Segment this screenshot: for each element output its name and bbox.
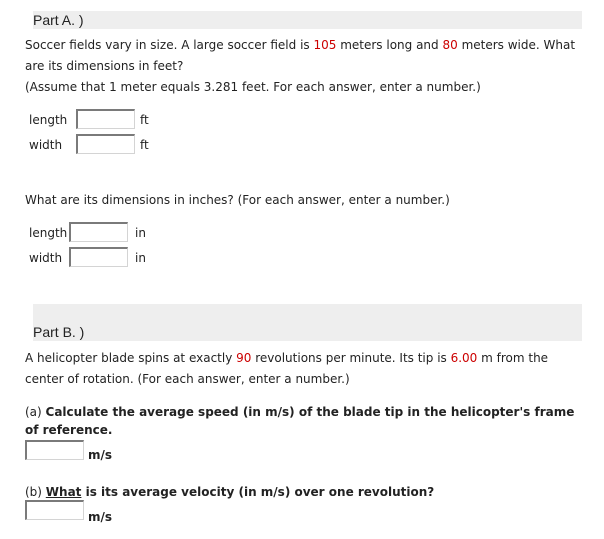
inches-length-input[interactable] xyxy=(69,222,128,242)
inches-width-input[interactable] xyxy=(69,247,128,267)
inches-width-row xyxy=(29,247,159,269)
feet-length-input[interactable] xyxy=(76,109,135,129)
part-b-intro-text-2: revolutions per minute. Its tip is xyxy=(251,351,451,365)
part-a-header xyxy=(33,11,582,29)
question-b-what-link: What xyxy=(45,485,82,499)
average-velocity-input[interactable] xyxy=(25,500,84,520)
feet-length-unit: ft xyxy=(140,113,149,127)
assumption-text: (Assume that 1 meter equals 3.281 feet. For each answer, enter a number.) xyxy=(25,80,481,94)
part-a-intro-text-3: meters wide. What are its dimensions in feet? xyxy=(25,38,576,73)
question-b-text: is its average velocity (in m/s) over one revolution? xyxy=(81,485,435,499)
part-b-intro-text-1: A helicopter blade spins at exactly xyxy=(25,351,237,365)
feet-width-label: width xyxy=(29,138,63,152)
velocity-answer-row xyxy=(25,500,155,522)
inches-length-unit: in xyxy=(135,226,146,240)
feet-width-row xyxy=(29,134,159,156)
part-a-title: Part A. ) xyxy=(33,12,84,28)
part-a-inches-question xyxy=(25,190,590,211)
feet-width-unit: ft xyxy=(140,138,149,152)
inches-width-label: width xyxy=(29,251,63,265)
field-width-value: 80 xyxy=(442,38,458,52)
average-velocity-unit: m/s xyxy=(88,510,113,524)
question-b xyxy=(25,483,590,501)
part-b-intro xyxy=(25,348,590,390)
feet-width-input[interactable] xyxy=(76,134,135,154)
question-a xyxy=(25,403,590,439)
part-b-title: Part B. ) xyxy=(33,324,85,340)
inches-width-unit: in xyxy=(135,251,146,265)
average-speed-input[interactable] xyxy=(25,440,84,460)
part-a-intro-text-1: Soccer fields vary in size. A large soccer field is xyxy=(25,38,314,52)
inches-question-text: What are its dimensions in inches? (For each answer, enter a number.) xyxy=(25,193,450,207)
inches-length-label: length xyxy=(29,226,68,240)
average-speed-unit: m/s xyxy=(88,448,113,462)
part-a-intro xyxy=(25,35,590,77)
field-length-value: 105 xyxy=(313,38,337,52)
part-a-assumption xyxy=(25,77,590,98)
speed-answer-row xyxy=(25,440,155,462)
part-b-header xyxy=(33,304,582,341)
question-a-text: Calculate the average speed (in m/s) of the blade tip in the helicopter's frame of reference. xyxy=(25,405,575,437)
feet-length-label: length xyxy=(29,113,68,127)
question-b-prefix: (b) xyxy=(25,485,46,499)
rpm-value: 90 xyxy=(236,351,252,365)
inches-length-row xyxy=(29,222,159,244)
question-a-prefix: (a) xyxy=(25,405,46,419)
feet-length-row xyxy=(29,109,159,131)
radius-value: 6.00 xyxy=(450,351,478,365)
part-b-intro-text-3: m from the center of rotation. (For each answer, enter a number.) xyxy=(25,351,549,386)
part-a-intro-text-2: meters long and xyxy=(336,38,443,52)
